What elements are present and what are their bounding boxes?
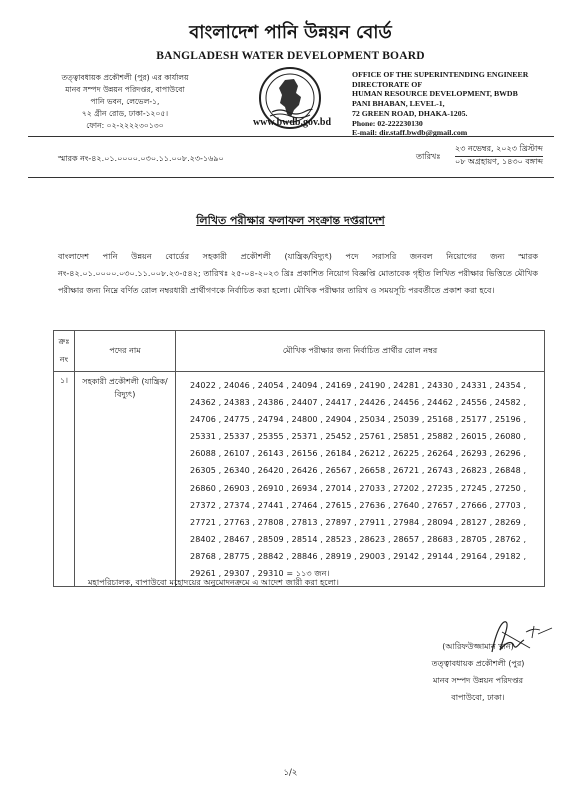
row-serial: ১। xyxy=(54,372,75,587)
header-rolls: মৌখিক পরীক্ষার জন্য নির্বাচিত প্রার্থীর রোল নম্বর xyxy=(176,331,545,372)
address-line: ৭২ গ্রীন রোড, ঢাকা-১২০৫। xyxy=(81,109,169,118)
address-line: Phone: 02-222230130 xyxy=(352,118,423,128)
address-line: HUMAN RESOURCE DEVELOPMENT, BWDB xyxy=(352,89,518,99)
signatory-designation: তত্ত্বাবধায়ক প্রকৌশলী (পুর) xyxy=(431,659,525,668)
address-line: E-mail: dir.staff.bwdb@gmail.com xyxy=(352,128,468,138)
date-bangla: ০৮ অগ্রহায়ণ, ১৪৩০ বঙ্গাব্দ xyxy=(455,157,544,166)
row-post: সহকারী প্রকৌশলী (যান্ত্রিক/বিদ্যুৎ) xyxy=(75,372,176,587)
date-label: তারিখঃ xyxy=(416,152,441,161)
table-header-row xyxy=(54,331,545,372)
address-line: DIRECTORATE OF xyxy=(352,79,423,89)
subject-text: লিখিত পরীক্ষার ফলাফল সংক্রান্ত দপ্তরাদেশ xyxy=(196,214,385,227)
address-line: পানি ভবন, লেভেল-১, xyxy=(90,97,160,106)
address-line: OFFICE OF THE SUPERINTENDING ENGINEER xyxy=(352,70,529,79)
website-link[interactable]: www.bwdb.gov.bd xyxy=(252,117,332,128)
address-line: তত্ত্বাবধায়ক প্রকৌশলী (পুর) এর কার্যালয় xyxy=(61,73,189,82)
header-rule xyxy=(28,136,554,137)
signatory-office: মানব সম্পদ উন্নয়ন পরিদপ্তর xyxy=(433,676,523,685)
subject-heading xyxy=(0,212,581,231)
closing-line: মহাপরিচালক, বাপাউবো মহোদয়ের অনুমোদনক্রমে এ আদেশ জারী করা হলো। xyxy=(88,577,339,587)
memo-number: স্মারক নং-৪২.০১.০০০০.০৩০.১১.০০৮.২৩-১৬৯০ xyxy=(58,154,224,163)
memo-rule xyxy=(28,177,554,178)
title-english: BANGLADESH WATER DEVELOPMENT BOARD xyxy=(156,50,425,62)
body-paragraph: বাংলাদেশ পানি উন্নয়ন বোর্ডের সহকারী প্রকৌশলী (যান্ত্রিক/বিদ্যুৎ) পদে সরাসরি জনবল নিয়োগের জন্য স্মারক নং-৪২.০১.০০০০.০৩০.১১.০০৮.২৩-৫৪২; তারিখঃ ২৫-০৪-২০২৩ খ্রিঃ প্রকাশিত নিয়োগ বিজ্ঞপ্তি মোতাবেক গৃহীত লিখিত পরীক্ষার ভিত্তিতে মৌখিক পরীক্ষার জন্য নিম্নে বর্ণিত রোল নম্বরধারী প্রার্থীগণকে নির্বাচিত করা হলো। মৌখিক পরীক্ষার তারিখ ও সময়সূচি পরবর্তীতে প্রকাশ করা হবে। xyxy=(58,251,538,296)
page-number: ১/২ xyxy=(283,768,298,778)
address-line: মানব সম্পদ উন্নয়ন পরিদপ্তর, বাপাউবো xyxy=(65,85,185,94)
header-serial: ক্রঃ নং xyxy=(54,331,75,372)
signature-block xyxy=(398,638,558,706)
signatory-org: বাপাউবো, ঢাকা। xyxy=(451,693,505,702)
row-roll-numbers: 24022 , 24046 , 24054 , 24094 , 24169 , 24190 , 24281 , 24330 , 24331 , 24354 , 24362 , 24383 , 24386 , 24407 , 24417 , 24426 , 24456 , 24462 , 24556 , 24582 , 24706 , 24775 , 24794 , 24800 , 24904 , 25034 , 25039 , 25168 , 25177 , 25196 , 25331 , 25337 , 25355 , 25371 , 25452 , 25761 , 25851 , 25882 , 26015 , 26080 , 26088 , 26107 , 26143 , 26156 , 26184 , 26212 , 26225 , 26264 , 26293 , 26296 , 26305 , 26340 , 26420 , 26426 , 26567 , 26658 , 26721 , 26743 , 26823 , 26848 , 26860 , 26903 , 26910 , 26934 , 27014 , 27033 , 27202 , 27235 , 27245 , 27250 , 27372 , 27374 , 27441 , 27464 , 27615 , 27636 , 27640 , 27657 , 27666 , 27703 , 27721 , 27763 , 27808 , 27813 , 27897 , 27911 , 27984 , 28094 , 28127 , 28269 , 28402 , 28467 , 28509 , 28514 , 28523 , 28623 , 28657 , 28683 , 28705 , 28762 , 28768 , 28775 , 28842 , 28846 , 28919 , 29003 , 29142 , 29144 , 29164 , 29182 , 29261 , 29307 , 29310 = ১১৩ জন। xyxy=(176,372,545,587)
results-table xyxy=(53,330,545,587)
english-office-address xyxy=(352,70,562,138)
bangla-office-address xyxy=(30,72,220,132)
address-line: PANI BHABAN, LEVEL-1, xyxy=(352,99,445,109)
header-post: পদের নাম xyxy=(75,331,176,372)
address-line: 72 GREEN ROAD, DHAKA-1205. xyxy=(352,108,468,118)
signatory-name: (আরিফউজ্জামান খান) xyxy=(442,642,514,651)
title-bangla: বাংলাদেশ পানি উন্নয়ন বোর্ড xyxy=(189,22,392,43)
date-gregorian: ২৩ নভেম্বর, ২০২৩ খ্রিস্টাব্দ xyxy=(455,144,543,153)
table-row xyxy=(54,372,545,587)
date-block xyxy=(455,141,543,169)
address-line: ফোন: ০২-২২২২৩০১৩০ xyxy=(86,121,164,130)
